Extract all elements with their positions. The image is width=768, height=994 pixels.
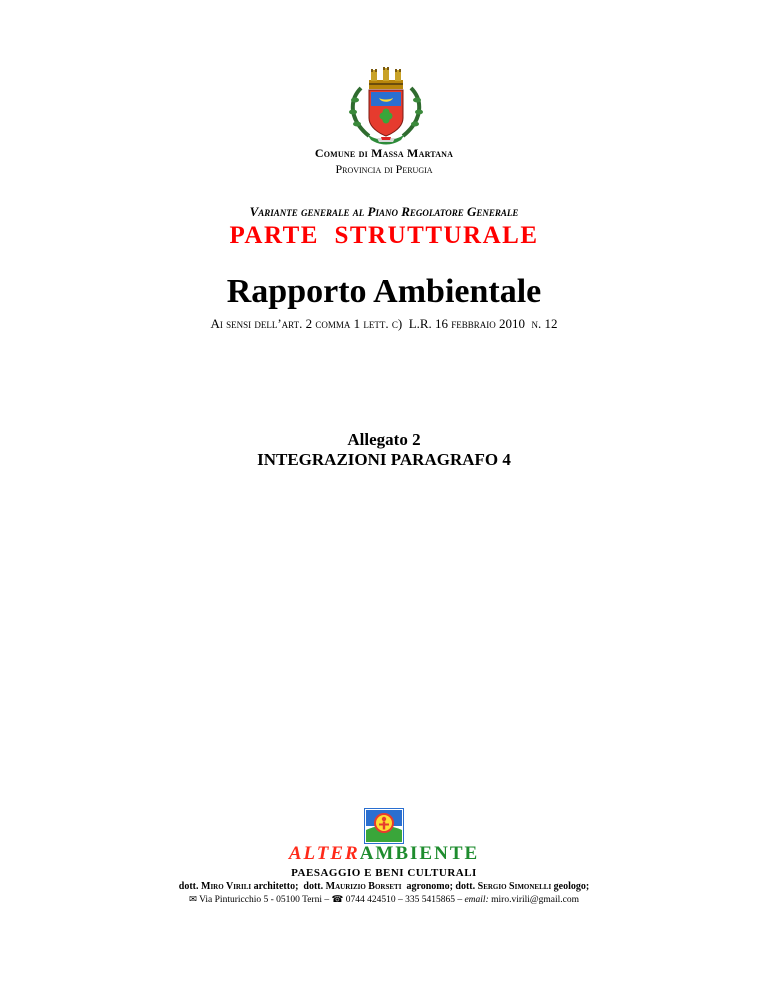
email-label: email: <box>464 895 489 905</box>
annex-title: INTEGRAZIONI PARAGRAFO 4 <box>257 450 511 469</box>
provincia-name: Provincia di Perugia <box>335 162 433 176</box>
author-name: Sergio Simonelli <box>477 881 552 892</box>
author-name: Maurizio Borseti <box>325 881 402 892</box>
annex-number: Allegato 2 <box>347 430 421 449</box>
phone-icon: ☎ <box>331 895 344 905</box>
credit-role: agronomo; dott. <box>401 881 478 892</box>
brand-ambiente: AMBIENTE <box>359 843 480 864</box>
brand-alter: ALTER <box>288 843 360 864</box>
brand-subtitle: PAESAGGIO E BENI CULTURALI <box>291 867 477 879</box>
street-address: Via Pinturicchio 5 - 05100 Terni – <box>196 895 332 905</box>
comune-name: Comune di Massa Martana <box>314 146 454 160</box>
author-name: Miro Virili <box>201 881 252 892</box>
document-subtitle: Variante generale al Piano Regolatore Generale <box>249 204 519 219</box>
brand-name <box>0 843 768 865</box>
contact-address <box>0 894 768 905</box>
credit-role: geologo; <box>551 881 590 892</box>
credit-prefix: dott. <box>178 881 201 892</box>
phone-numbers: 0744 424510 – 335 5415865 – <box>343 895 465 905</box>
document-title: Rapporto Ambientale <box>226 273 542 310</box>
municipal-coat-of-arms-icon <box>341 66 431 148</box>
envelope-icon: ✉ <box>188 895 197 905</box>
email-address[interactable]: miro.virili@gmail.com <box>488 895 580 905</box>
legal-reference: Ai sensi dell’art. 2 comma 1 lett. c) L.R. 16 febbraio 2010 n. 12 <box>210 316 558 331</box>
section-heading: PARTE STRUTTURALE <box>229 222 539 249</box>
alterambiente-logo-icon <box>364 808 404 844</box>
authors-credits <box>0 881 768 892</box>
credit-role: architetto; dott. <box>251 881 326 892</box>
